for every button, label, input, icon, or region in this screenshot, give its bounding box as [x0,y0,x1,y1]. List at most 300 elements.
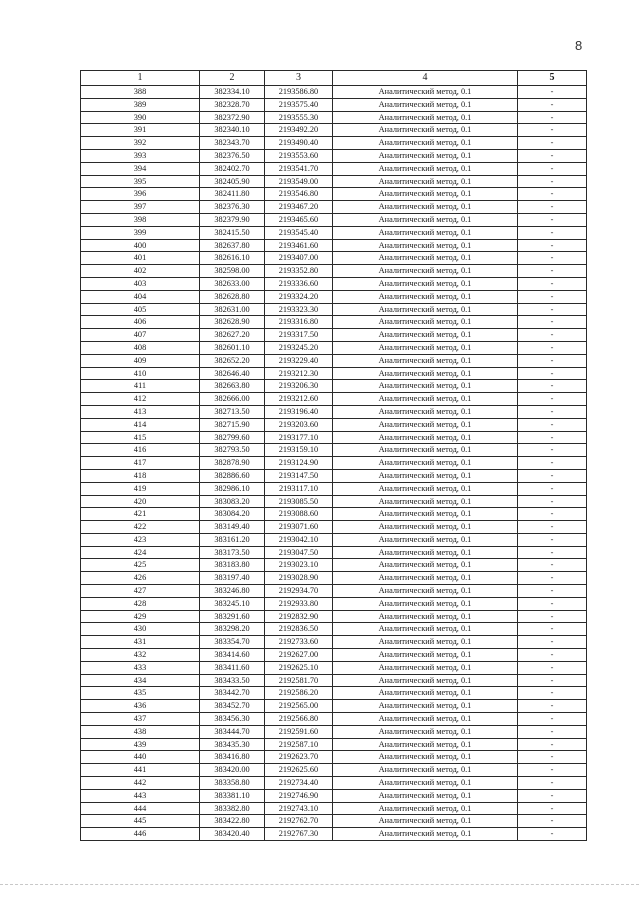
x-coordinate-cell: 382328.70 [200,98,265,111]
y-coordinate-cell: 2193352.80 [265,265,333,278]
point-number-cell: 439 [81,738,200,751]
y-coordinate-cell: 2192762.70 [265,815,333,828]
y-coordinate-cell: 2192625.10 [265,661,333,674]
point-number-cell: 402 [81,265,200,278]
table-row [81,290,587,303]
note-cell: - [518,277,587,290]
x-coordinate-cell: 383183.80 [200,559,265,572]
table-row [81,533,587,546]
y-coordinate-cell: 2193147.50 [265,469,333,482]
y-coordinate-cell: 2192933.80 [265,597,333,610]
table-row [81,764,587,777]
note-cell: - [518,175,587,188]
table-row [81,431,587,444]
note-cell: - [518,495,587,508]
y-coordinate-cell: 2193023.10 [265,559,333,572]
x-coordinate-cell: 382886.60 [200,469,265,482]
y-coordinate-cell: 2192581.70 [265,674,333,687]
point-number-cell: 413 [81,405,200,418]
note-cell: - [518,354,587,367]
point-number-cell: 445 [81,815,200,828]
y-coordinate-cell: 2192767.30 [265,828,333,841]
point-number-cell: 438 [81,725,200,738]
table-row [81,201,587,214]
x-coordinate-cell: 382878.90 [200,457,265,470]
point-number-cell: 424 [81,546,200,559]
note-cell: - [518,700,587,713]
note-cell: - [518,725,587,738]
x-coordinate-cell: 382646.40 [200,367,265,380]
point-number-cell: 391 [81,124,200,137]
point-number-cell: 441 [81,764,200,777]
x-coordinate-cell: 382376.30 [200,201,265,214]
x-coordinate-cell: 383442.70 [200,687,265,700]
table-row [81,86,587,99]
note-cell: - [518,188,587,201]
table-row [81,393,587,406]
point-number-cell: 396 [81,188,200,201]
x-coordinate-cell: 382633.00 [200,277,265,290]
y-coordinate-cell: 2192586.20 [265,687,333,700]
table-row [81,623,587,636]
header-col-1: 1 [81,71,200,86]
method-cell: Аналитический метод, 0.1 [333,533,518,546]
table-row [81,674,587,687]
page-number: 8 [575,38,583,53]
table-row [81,367,587,380]
note-cell: - [518,367,587,380]
y-coordinate-cell: 2193212.30 [265,367,333,380]
note-cell: - [518,610,587,623]
method-cell: Аналитический метод, 0.1 [333,610,518,623]
method-cell: Аналитический метод, 0.1 [333,341,518,354]
method-cell: Аналитический метод, 0.1 [333,764,518,777]
y-coordinate-cell: 2192746.90 [265,789,333,802]
note-cell: - [518,572,587,585]
point-number-cell: 446 [81,828,200,841]
coordinates-table [80,70,587,841]
x-coordinate-cell: 382637.80 [200,239,265,252]
note-cell: - [518,86,587,99]
x-coordinate-cell: 383414.60 [200,649,265,662]
x-coordinate-cell: 382372.90 [200,111,265,124]
x-coordinate-cell: 383452.70 [200,700,265,713]
x-coordinate-cell: 382715.90 [200,418,265,431]
y-coordinate-cell: 2193085.50 [265,495,333,508]
table-row [81,713,587,726]
method-cell: Аналитический метод, 0.1 [333,329,518,342]
method-cell: Аналитический метод, 0.1 [333,188,518,201]
method-cell: Аналитический метод, 0.1 [333,789,518,802]
x-coordinate-cell: 382793.50 [200,444,265,457]
point-number-cell: 411 [81,380,200,393]
x-coordinate-cell: 382411.80 [200,188,265,201]
table-row [81,777,587,790]
table-row [81,815,587,828]
note-cell: - [518,201,587,214]
x-coordinate-cell: 382713.50 [200,405,265,418]
x-coordinate-cell: 382405.90 [200,175,265,188]
note-cell: - [518,457,587,470]
page-footer-divider [0,884,639,886]
method-cell: Аналитический метод, 0.1 [333,175,518,188]
method-cell: Аналитический метод, 0.1 [333,457,518,470]
method-cell: Аналитический метод, 0.1 [333,802,518,815]
note-cell: - [518,713,587,726]
header-col-2: 2 [200,71,265,86]
table-row [81,508,587,521]
method-cell: Аналитический метод, 0.1 [333,469,518,482]
method-cell: Аналитический метод, 0.1 [333,418,518,431]
point-number-cell: 433 [81,661,200,674]
y-coordinate-cell: 2193467.20 [265,201,333,214]
note-cell: - [518,828,587,841]
point-number-cell: 419 [81,482,200,495]
header-col-4: 4 [333,71,518,86]
point-number-cell: 412 [81,393,200,406]
x-coordinate-cell: 383084.20 [200,508,265,521]
point-number-cell: 408 [81,341,200,354]
method-cell: Аналитический метод, 0.1 [333,508,518,521]
table-row [81,124,587,137]
x-coordinate-cell: 382799.60 [200,431,265,444]
table-row [81,457,587,470]
y-coordinate-cell: 2192627.00 [265,649,333,662]
table-row [81,380,587,393]
point-number-cell: 406 [81,316,200,329]
note-cell: - [518,559,587,572]
note-cell: - [518,149,587,162]
point-number-cell: 443 [81,789,200,802]
table-row [81,610,587,623]
note-cell: - [518,738,587,751]
method-cell: Аналитический метод, 0.1 [333,111,518,124]
method-cell: Аналитический метод, 0.1 [333,623,518,636]
x-coordinate-cell: 382631.00 [200,303,265,316]
y-coordinate-cell: 2193465.60 [265,213,333,226]
note-cell: - [518,815,587,828]
x-coordinate-cell: 383298.20 [200,623,265,636]
table-row [81,354,587,367]
point-number-cell: 431 [81,636,200,649]
method-cell: Аналитический метод, 0.1 [333,303,518,316]
table-row [81,303,587,316]
method-cell: Аналитический метод, 0.1 [333,380,518,393]
table-row [81,252,587,265]
point-number-cell: 427 [81,585,200,598]
header-col-5: 5 [518,71,587,86]
header-row [81,71,587,86]
x-coordinate-cell: 382601.10 [200,341,265,354]
x-coordinate-cell: 383420.00 [200,764,265,777]
x-coordinate-cell: 382627.20 [200,329,265,342]
table-row [81,585,587,598]
table-row [81,111,587,124]
point-number-cell: 395 [81,175,200,188]
note-cell: - [518,597,587,610]
x-coordinate-cell: 383291.60 [200,610,265,623]
point-number-cell: 415 [81,431,200,444]
table-row [81,687,587,700]
x-coordinate-cell: 383083.20 [200,495,265,508]
x-coordinate-cell: 383444.70 [200,725,265,738]
method-cell: Аналитический метод, 0.1 [333,649,518,662]
method-cell: Аналитический метод, 0.1 [333,687,518,700]
point-number-cell: 429 [81,610,200,623]
table-row [81,572,587,585]
note-cell: - [518,661,587,674]
y-coordinate-cell: 2193546.80 [265,188,333,201]
point-number-cell: 403 [81,277,200,290]
y-coordinate-cell: 2193229.40 [265,354,333,367]
note-cell: - [518,316,587,329]
point-number-cell: 430 [81,623,200,636]
x-coordinate-cell: 383246.80 [200,585,265,598]
method-cell: Аналитический метод, 0.1 [333,636,518,649]
point-number-cell: 418 [81,469,200,482]
note-cell: - [518,636,587,649]
note-cell: - [518,777,587,790]
y-coordinate-cell: 2192566.80 [265,713,333,726]
y-coordinate-cell: 2193490.40 [265,137,333,150]
point-number-cell: 397 [81,201,200,214]
method-cell: Аналитический метод, 0.1 [333,431,518,444]
table-row [81,188,587,201]
note-cell: - [518,585,587,598]
table-row [81,751,587,764]
note-cell: - [518,482,587,495]
method-cell: Аналитический метод, 0.1 [333,252,518,265]
point-number-cell: 436 [81,700,200,713]
table-row [81,700,587,713]
y-coordinate-cell: 2192734.40 [265,777,333,790]
table-body [81,86,587,841]
y-coordinate-cell: 2193549.00 [265,175,333,188]
x-coordinate-cell: 382376.50 [200,149,265,162]
table-row [81,661,587,674]
method-cell: Аналитический метод, 0.1 [333,661,518,674]
y-coordinate-cell: 2193336.60 [265,277,333,290]
table-row [81,239,587,252]
method-cell: Аналитический метод, 0.1 [333,495,518,508]
x-coordinate-cell: 382986.10 [200,482,265,495]
y-coordinate-cell: 2193117.10 [265,482,333,495]
y-coordinate-cell: 2192591.60 [265,725,333,738]
table-row [81,546,587,559]
method-cell: Аналитический метод, 0.1 [333,674,518,687]
note-cell: - [518,137,587,150]
method-cell: Аналитический метод, 0.1 [333,162,518,175]
method-cell: Аналитический метод, 0.1 [333,316,518,329]
note-cell: - [518,444,587,457]
method-cell: Аналитический метод, 0.1 [333,713,518,726]
note-cell: - [518,533,587,546]
method-cell: Аналитический метод, 0.1 [333,354,518,367]
note-cell: - [518,226,587,239]
x-coordinate-cell: 383422.80 [200,815,265,828]
note-cell: - [518,431,587,444]
table-row [81,469,587,482]
point-number-cell: 434 [81,674,200,687]
note-cell: - [518,649,587,662]
point-number-cell: 392 [81,137,200,150]
method-cell: Аналитический метод, 0.1 [333,405,518,418]
method-cell: Аналитический метод, 0.1 [333,521,518,534]
x-coordinate-cell: 382628.80 [200,290,265,303]
note-cell: - [518,124,587,137]
y-coordinate-cell: 2193586.80 [265,86,333,99]
y-coordinate-cell: 2193553.60 [265,149,333,162]
table-header [81,71,587,86]
y-coordinate-cell: 2193028.90 [265,572,333,585]
method-cell: Аналитический метод, 0.1 [333,290,518,303]
y-coordinate-cell: 2193206.30 [265,380,333,393]
x-coordinate-cell: 383435.30 [200,738,265,751]
x-coordinate-cell: 383382.80 [200,802,265,815]
table-row [81,175,587,188]
table-row [81,828,587,841]
point-number-cell: 404 [81,290,200,303]
method-cell: Аналитический метод, 0.1 [333,777,518,790]
y-coordinate-cell: 2193212.60 [265,393,333,406]
note-cell: - [518,290,587,303]
method-cell: Аналитический метод, 0.1 [333,585,518,598]
note-cell: - [518,764,587,777]
method-cell: Аналитический метод, 0.1 [333,226,518,239]
point-number-cell: 442 [81,777,200,790]
note-cell: - [518,405,587,418]
y-coordinate-cell: 2193317.50 [265,329,333,342]
method-cell: Аналитический метод, 0.1 [333,98,518,111]
method-cell: Аналитический метод, 0.1 [333,725,518,738]
point-number-cell: 394 [81,162,200,175]
point-number-cell: 417 [81,457,200,470]
y-coordinate-cell: 2192625.60 [265,764,333,777]
point-number-cell: 416 [81,444,200,457]
note-cell: - [518,213,587,226]
method-cell: Аналитический метод, 0.1 [333,815,518,828]
method-cell: Аналитический метод, 0.1 [333,277,518,290]
x-coordinate-cell: 382379.90 [200,213,265,226]
table-row [81,559,587,572]
y-coordinate-cell: 2192743.10 [265,802,333,815]
point-number-cell: 410 [81,367,200,380]
point-number-cell: 405 [81,303,200,316]
y-coordinate-cell: 2193492.20 [265,124,333,137]
note-cell: - [518,623,587,636]
note-cell: - [518,687,587,700]
table-row [81,649,587,662]
point-number-cell: 426 [81,572,200,585]
method-cell: Аналитический метод, 0.1 [333,265,518,278]
point-number-cell: 437 [81,713,200,726]
y-coordinate-cell: 2193245.20 [265,341,333,354]
y-coordinate-cell: 2193124.90 [265,457,333,470]
y-coordinate-cell: 2192565.00 [265,700,333,713]
note-cell: - [518,341,587,354]
table-row [81,149,587,162]
point-number-cell: 400 [81,239,200,252]
note-cell: - [518,469,587,482]
y-coordinate-cell: 2192934.70 [265,585,333,598]
method-cell: Аналитический метод, 0.1 [333,201,518,214]
x-coordinate-cell: 382343.70 [200,137,265,150]
x-coordinate-cell: 383411.60 [200,661,265,674]
note-cell: - [518,418,587,431]
y-coordinate-cell: 2193323.30 [265,303,333,316]
header-col-3: 3 [265,71,333,86]
y-coordinate-cell: 2193196.40 [265,405,333,418]
x-coordinate-cell: 382628.90 [200,316,265,329]
table-row [81,162,587,175]
x-coordinate-cell: 383420.40 [200,828,265,841]
point-number-cell: 421 [81,508,200,521]
x-coordinate-cell: 382340.10 [200,124,265,137]
y-coordinate-cell: 2193316.80 [265,316,333,329]
point-number-cell: 399 [81,226,200,239]
point-number-cell: 432 [81,649,200,662]
y-coordinate-cell: 2193555.30 [265,111,333,124]
table-row [81,738,587,751]
y-coordinate-cell: 2193071.60 [265,521,333,534]
y-coordinate-cell: 2192836.50 [265,623,333,636]
table-row [81,789,587,802]
table-row [81,405,587,418]
y-coordinate-cell: 2192623.70 [265,751,333,764]
note-cell: - [518,546,587,559]
y-coordinate-cell: 2193203.60 [265,418,333,431]
note-cell: - [518,751,587,764]
note-cell: - [518,303,587,316]
point-number-cell: 393 [81,149,200,162]
table-row [81,137,587,150]
x-coordinate-cell: 382598.00 [200,265,265,278]
y-coordinate-cell: 2192832.90 [265,610,333,623]
y-coordinate-cell: 2193088.60 [265,508,333,521]
x-coordinate-cell: 383381.10 [200,789,265,802]
table-row [81,277,587,290]
table-row [81,98,587,111]
point-number-cell: 388 [81,86,200,99]
table-row [81,316,587,329]
table-row [81,482,587,495]
table-row [81,226,587,239]
x-coordinate-cell: 383433.50 [200,674,265,687]
method-cell: Аналитический метод, 0.1 [333,751,518,764]
y-coordinate-cell: 2193047.50 [265,546,333,559]
method-cell: Аналитический метод, 0.1 [333,828,518,841]
table-row [81,495,587,508]
y-coordinate-cell: 2193177.10 [265,431,333,444]
note-cell: - [518,802,587,815]
x-coordinate-cell: 383358.80 [200,777,265,790]
x-coordinate-cell: 382415.50 [200,226,265,239]
note-cell: - [518,789,587,802]
note-cell: - [518,98,587,111]
method-cell: Аналитический метод, 0.1 [333,597,518,610]
x-coordinate-cell: 382334.10 [200,86,265,99]
y-coordinate-cell: 2193575.40 [265,98,333,111]
table-row [81,418,587,431]
point-number-cell: 428 [81,597,200,610]
method-cell: Аналитический метод, 0.1 [333,367,518,380]
y-coordinate-cell: 2193461.60 [265,239,333,252]
method-cell: Аналитический метод, 0.1 [333,213,518,226]
point-number-cell: 435 [81,687,200,700]
method-cell: Аналитический метод, 0.1 [333,86,518,99]
x-coordinate-cell: 383197.40 [200,572,265,585]
method-cell: Аналитический метод, 0.1 [333,137,518,150]
